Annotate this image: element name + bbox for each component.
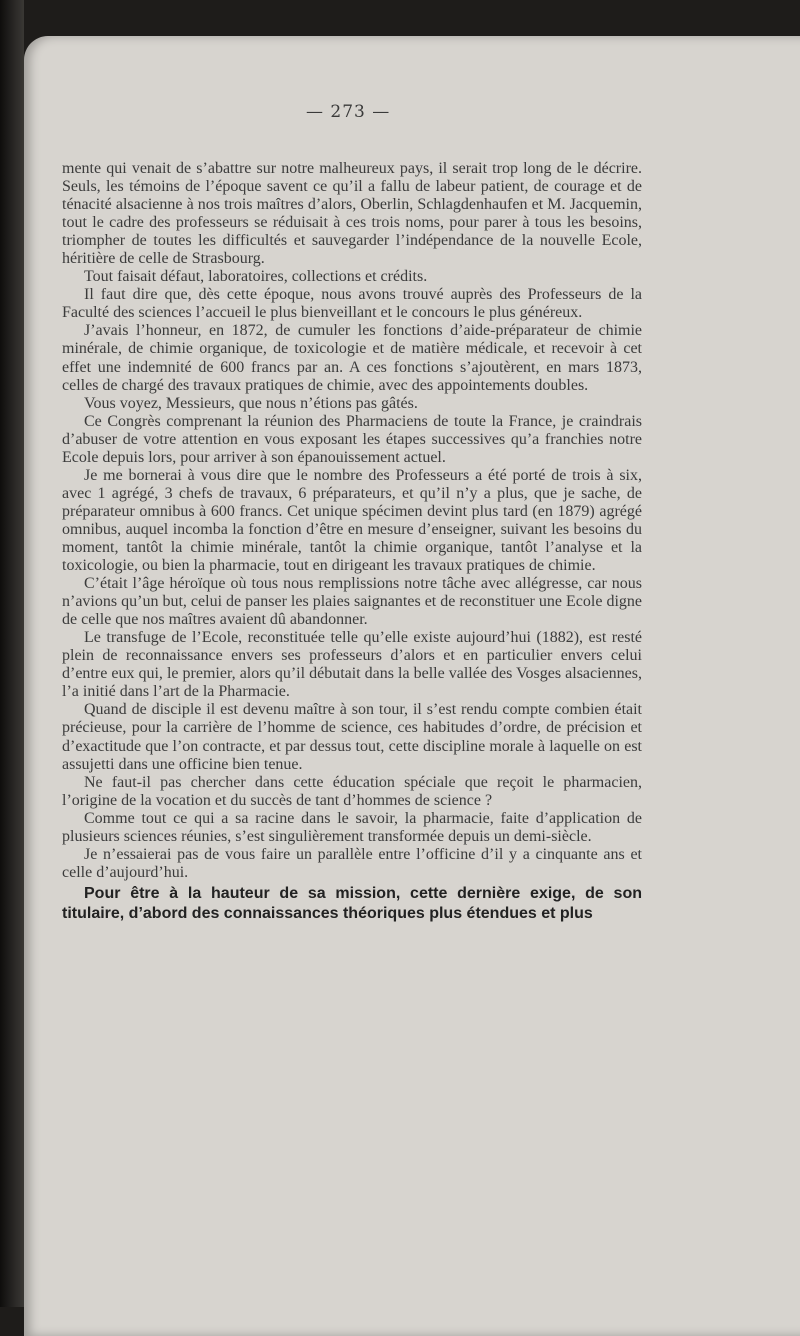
paragraph: Ce Congrès comprenant la réunion des Pharmaciens de toute la France, je craindrais d’abuser de votre attention en vous exposant les étapes successives qu’a franchies notre Ecole depuis lors, pour arriver à son épanouissement actuel. <box>62 412 642 466</box>
paragraph: Je me bornerai à vous dire que le nombre des Professeurs a été porté de trois à six, avec 1 agrégé, 3 chefs de travaux, 6 préparateurs, et qu’il n’y a plus, que je sache, de préparateur omnibus à 600 francs. Cet unique spécimen devint plus tard (en 1879) agrégé omnibus, auquel incomba la fonction d’être en mesure d’enseigner, suivant les besoins du moment, tantôt la chimie minérale, tantôt la chimie organique, tantôt l’analyse et la toxicologie, ou bien la pharmacie, tout en dirigeant les travaux pratiques de chimie. <box>62 466 642 575</box>
paragraph-bold: Pour être à la hauteur de sa mission, cette dernière exige, de son titulaire, d’abord des connaissances théoriques plus étendues et plus <box>62 884 642 922</box>
paragraph: J’avais l’honneur, en 1872, de cumuler les fonctions d’aide-préparateur de chimie minérale, de chimie organique, de toxicologie et de matière médicale, et recevoir à cet effet une indemnité de 600 francs par an. A ces fonctions s’ajoutèrent, en mars 1873, celles de chargé des travaux pratiques de chimie, avec des appointements doubles. <box>62 322 642 394</box>
paragraph: Quand de disciple il est devenu maître à son tour, il s’est rendu compte combien était précieuse, pour la carrière de l’homme de science, ces habitudes d’ordre, de précision et d’exactitude que l’on contracte, et par dessus tout, cette discipline morale à laquelle on est assujetti dans une officine bien tenue. <box>62 701 642 773</box>
paragraph: Tout faisait défaut, laboratoires, collections et crédits. <box>84 268 428 286</box>
paragraph: Le transfuge de l’Ecole, reconstituée telle qu’elle existe aujourd’hui (1882), est resté plein de reconnaissance envers ses professeurs d’alors et en particulier envers celui d’entre eux qui, le premier, alors qu’il débutait dans la belle vallée des Vosges alsaciennes, l’a initié dans l’art de la Pharmacie. <box>62 629 642 701</box>
page-number: — 273 — <box>306 102 391 122</box>
paragraph: Je n’essaierai pas de vous faire un parallèle entre l’officine d’il y a cinquante ans et celle d’aujourd’hui. <box>62 845 642 881</box>
paragraph: mente qui venait de s’abattre sur notre malheureux pays, il serait trop long de le décrire. Seuls, les témoins de l’époque savent ce qu’il a fallu de labeur patient, de courage et de ténacité alsacienne à nos trois maîtres d’alors, Oberlin, Schlagdenhaufen et M. Jacquemin, tout le cadre des professeurs se réduisait à ces trois noms, pour parer à tous les besoins, triompher de toutes les difficultés et sauvegarder l’indépendance de la nouvelle Ecole, héritière de celle de Strasbourg. <box>62 160 642 268</box>
book-spine-edge <box>0 0 24 1307</box>
body-text <box>62 160 642 924</box>
paragraph: C’était l’âge héroïque où tous nous remplissions notre tâche avec allégresse, car nous n’avions qu’un but, celui de panser les plaies saignantes et de reconstituer une Ecole digne de celle que nos maîtres avaient dû abandonner. <box>62 575 642 629</box>
paragraph: Ne faut-il pas chercher dans cette éducation spéciale que reçoit le pharmacien, l’origine de la vocation et du succès de tant d’hommes de science ? <box>62 773 642 809</box>
paragraph: Vous voyez, Messieurs, que nous n’étions pas gâtés. <box>84 394 418 412</box>
paragraph: Il faut dire que, dès cette époque, nous avons trouvé auprès des Professeurs de la Faculté des sciences l’accueil le plus bienveillant et le concours le plus généreux. <box>62 286 642 322</box>
paragraph: Comme tout ce qui a sa racine dans le savoir, la pharmacie, faite d’application de plusieurs sciences réunies, s’est singulièrement transformée depuis un demi-siècle. <box>62 809 642 845</box>
